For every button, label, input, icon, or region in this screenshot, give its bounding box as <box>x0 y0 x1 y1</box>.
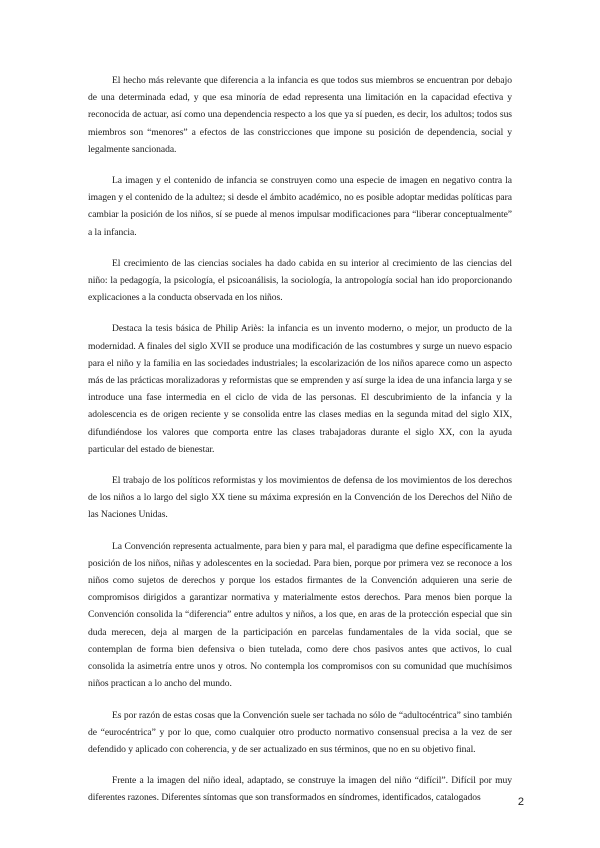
paragraph-4: Destaca la tesis básica de Philip Ariès: la infancia es un invento moderno, o mejor, un producto de la modernidad. A finales del siglo XVII se produce una modificación de las costumbres y surge un nuevo espacio para el niño y la familia en las sociedades industriales; la escolarización de los niños aparece como un aspecto más de las prácticas moralizadoras y reformistas que se emprenden y así surge la idea de una infancia larga y se introduce una fase intermedia en el ciclo de vida de las personas. El descubrimiento de la infancia y la adolescencia es de origen reciente y se consolida entre las clases medias en la segunda mitad del siglo XIX, difundiéndose los valores que comporta entre las clases trabajadoras durante el siglo XX, con la ayuda particular del estado de bienestar. <box>88 323 512 455</box>
paragraph-6: La Convención representa actualmente, para bien y para mal, el paradigma que define específicamente la posición de los niños, niñas y adolescentes en la sociedad. Para bien, porque por primera vez se reconoce a los niños como sujetos de derechos y porque los estados firmantes de la Convención adquieren una serie de compromisos dirigidos a garantizar normativa y materialmente estos derechos. Para menos bien porque la Convención consolida la “diferencia” entre adultos y niños, a los que, en aras de la protección especial que sin duda merecen, deja al margen de la participación en parcelas fundamentales de la vida social, que se contemplan de forma bien defensiva o bien tutelada, como dere chos pasivos antes que activos, lo cual consolida la asimetría entre unos y otros. No contempla los compromisos con su comunidad que muchísimos niños practican a lo ancho del mundo. <box>88 540 512 690</box>
paragraph-1: El hecho más relevante que diferencia a la infancia es que todos sus miembros se encuentran por debajo de una determinada edad, y que esa minoría de edad representa una limitación en la capacidad efectiva y reconocida de actuar, así como una dependencia respecto a los que ya sí pueden, es decir, los adultos; todos sus miembros son “menores” a efectos de las constricciones que impone su posición de dependencia, social y legalmente sancionada. <box>88 75 512 155</box>
page-number: 2 <box>517 796 524 808</box>
paragraph-5: El trabajo de los políticos reformistas y los movimientos de defensa de los movimientos de los derechos de los niños a lo largo del siglo XX tiene su máxima expresión en la Convención de los Derechos del Niño de las Naciones Unidas. <box>88 475 512 521</box>
paragraph-7: Es por razón de estas cosas que la Convención suele ser tachada no sólo de “adultocéntrica” sino también de “eurocéntrica” y por lo que, como cualquier otro producto normativo consensual precisa a la vez de ser defendido y aplicado con coherencia, y de ser actualizado en sus términos, que no en su objetivo final. <box>88 709 512 755</box>
paragraph-2: La imagen y el contenido de infancia se construyen como una especie de imagen en negativo contra la imagen y el contenido de la adultez; si desde el ámbito académico, no es posible adoptar medidas políticas para cambiar la posición de los niños, sí se puede al menos impulsar modificaciones para “liberar conceptualmente” a la infancia. <box>88 175 512 238</box>
body-text <box>88 72 512 821</box>
paragraph-8: Frente a la imagen del niño ideal, adaptado, se construye la imagen del niño “difícil”. Difícil por muy diferentes razones. Diferentes síntomas que son transformados en síndromes, identificados, catalogados <box>88 775 512 804</box>
paragraph-3: El crecimiento de las ciencias sociales ha dado cabida en su interior al crecimiento de las ciencias del niño: la pedagogía, la psicología, el psicoanálisis, la sociología, la antropología social han ido proporcionando explicaciones a la conducta observada en los niños. <box>88 257 512 304</box>
